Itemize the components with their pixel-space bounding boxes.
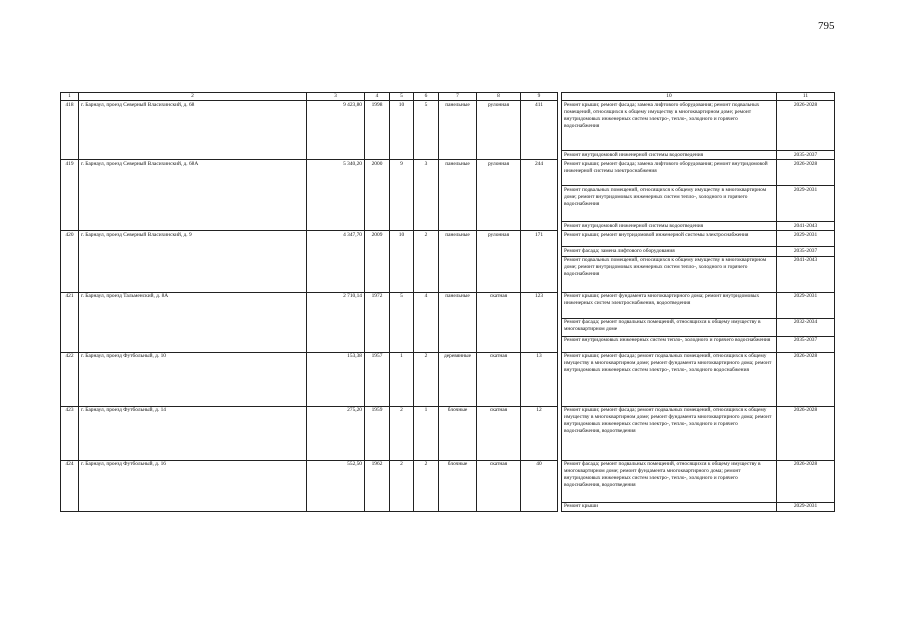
- address-cell: г. Барнаул, проезд Футбольный, д. 10: [79, 352, 307, 406]
- address-cell: г. Барнаул, проезд Северный Власихинский, д. 68: [79, 101, 307, 160]
- column-header: 8: [477, 93, 521, 101]
- repair-work-cell: Ремонт фасада; ремонт подвальных помещений, относящихся к общему имуществу в многоквартирном доме: [562, 318, 777, 336]
- repair-period-cell: 2029-2031: [777, 292, 835, 318]
- area-cell: 275,20: [307, 406, 365, 460]
- area-cell: 5 340,20: [307, 160, 365, 231]
- repair-period-cell: 2026-2028: [777, 160, 835, 186]
- repair-work-cell: Ремонт фасада; ремонт подвальных помещений, относящихся к общему имуществу в многоквартирном доме; ремонт фундамента многоквартирного дома; ремонт внутридомовых инженерных систем электро-, тепло-, холодного и горячего водоснабжения, водоотведения: [562, 460, 777, 502]
- residents-cell: 12: [521, 406, 558, 460]
- entrances-cell: 2: [414, 460, 439, 511]
- year-cell: 1959: [365, 406, 390, 460]
- row-number: 423: [61, 406, 79, 460]
- roof-type-cell: рулонная: [477, 160, 521, 231]
- residents-cell: 123: [521, 292, 558, 352]
- residents-cell: 411: [521, 101, 558, 160]
- area-cell: 9 423,80: [307, 101, 365, 160]
- floors-cell: 1: [390, 352, 414, 406]
- table-row: [61, 292, 835, 318]
- wall-material-cell: панельные: [439, 231, 477, 292]
- area-cell: 4 347,70: [307, 231, 365, 292]
- column-header: 4: [365, 93, 390, 101]
- repair-period-cell: 2026-2028: [777, 460, 835, 502]
- column-header-row: [61, 93, 835, 101]
- column-header: 11: [777, 93, 835, 101]
- entrances-cell: 2: [414, 231, 439, 292]
- residents-cell: 171: [521, 231, 558, 292]
- repair-period-cell: 2026-2028: [777, 352, 835, 406]
- wall-material-cell: панельные: [439, 160, 477, 231]
- repair-work-cell: Ремонт внутридомовой инженерной системы водоотведения: [562, 222, 777, 231]
- table-row: [61, 231, 835, 247]
- year-cell: 1998: [365, 101, 390, 160]
- roof-type-cell: скатная: [477, 460, 521, 511]
- residents-cell: 244: [521, 160, 558, 231]
- floors-cell: 10: [390, 231, 414, 292]
- floors-cell: 9: [390, 160, 414, 231]
- wall-material-cell: блочные: [439, 406, 477, 460]
- row-number: 420: [61, 231, 79, 292]
- floors-cell: 5: [390, 292, 414, 352]
- repair-work-cell: Ремонт подвальных помещений, относящихся к общему имуществу в многоквартирном доме; ремонт внутридомовых инженерных систем тепло-, холодного и горячего водоснабжения: [562, 186, 777, 222]
- wall-material-cell: панельные: [439, 101, 477, 160]
- roof-type-cell: скатная: [477, 352, 521, 406]
- repair-work-cell: Ремонт крыши; ремонт фасада; ремонт подвальных помещений, относящихся к общему имуществу в многоквартирном доме; ремонт фундамента многоквартирного дома; ремонт внутридомовых инженерных систем электро-, тепло-, холодного и горячего водоснабжения, водоотведения: [562, 406, 777, 460]
- repair-period-cell: 2041-2043: [777, 222, 835, 231]
- year-cell: 2009: [365, 231, 390, 292]
- address-cell: г. Барнаул, проезд Северный Власихинский, д. 68А: [79, 160, 307, 231]
- page-number: 795: [818, 20, 835, 32]
- column-header: 6: [414, 93, 439, 101]
- repair-period-cell: 2029-2031: [777, 231, 835, 247]
- address-cell: г. Барнаул, проезд Футбольный, д. 16: [79, 460, 307, 511]
- column-header: 5: [390, 93, 414, 101]
- row-number: 418: [61, 101, 79, 160]
- roof-type-cell: рулонная: [477, 231, 521, 292]
- column-header: 3: [307, 93, 365, 101]
- row-number: 424: [61, 460, 79, 511]
- area-cell: 552,50: [307, 460, 365, 511]
- floors-cell: 2: [390, 406, 414, 460]
- year-cell: 1957: [365, 352, 390, 406]
- table-row: [61, 460, 835, 502]
- area-cell: 153,38: [307, 352, 365, 406]
- repair-work-cell: Ремонт внутридомовых инженерных систем тепло-, холодного и горячего водоснабжения: [562, 336, 777, 352]
- repair-period-cell: 2035-2037: [777, 247, 835, 256]
- row-number: 422: [61, 352, 79, 406]
- column-header: 1: [61, 93, 79, 101]
- repair-period-cell: 2029-2031: [777, 502, 835, 511]
- entrances-cell: 1: [414, 406, 439, 460]
- residents-cell: 40: [521, 460, 558, 511]
- repair-period-cell: 2026-2028: [777, 406, 835, 460]
- column-header: 10: [562, 93, 777, 101]
- table-row: [61, 101, 835, 151]
- area-cell: 2 710,14: [307, 292, 365, 352]
- year-cell: 1972: [365, 292, 390, 352]
- repair-period-cell: 2035-2037: [777, 336, 835, 352]
- repair-period-cell: 2041-2043: [777, 256, 835, 292]
- year-cell: 1962: [365, 460, 390, 511]
- repair-period-cell: 2032-2034: [777, 318, 835, 336]
- repair-work-cell: Ремонт крыши; ремонт фасада; замена лифтового оборудования; ремонт внутридомовой инженерной системы электроснабжения: [562, 160, 777, 186]
- capital-repair-table: [60, 92, 835, 512]
- row-number: 421: [61, 292, 79, 352]
- repair-work-cell: Ремонт подвальных помещений, относящихся к общему имуществу в многоквартирном доме; ремонт внутридомовых инженерных систем тепло-, холодного и горячего водоснабжения: [562, 256, 777, 292]
- entrances-cell: 5: [414, 101, 439, 160]
- floors-cell: 2: [390, 460, 414, 511]
- repair-work-cell: Ремонт крыши; ремонт фасада; ремонт подвальных помещений, относящихся к общему имуществу в многоквартирном доме; ремонт фундамента многоквартирного дома; ремонт внутридомовых инженерных систем электро-, тепло-, холодного водоснабжения: [562, 352, 777, 406]
- repair-period-cell: 2029-2031: [777, 186, 835, 222]
- wall-material-cell: панельные: [439, 292, 477, 352]
- repair-work-cell: Ремонт фасада; замена лифтового оборудования: [562, 247, 777, 256]
- repair-period-cell: 2026-2028: [777, 101, 835, 151]
- table-row: [61, 160, 835, 186]
- entrances-cell: 2: [414, 352, 439, 406]
- column-header: 2: [79, 93, 307, 101]
- address-cell: г. Барнаул, проезд Тальменский, д. 8А: [79, 292, 307, 352]
- repair-work-cell: Ремонт крыши; ремонт внутридомовой инженерной системы электроснабжения: [562, 231, 777, 247]
- repair-work-cell: Ремонт крыши; ремонт фасада; замена лифтового оборудования; ремонт подвальных помещений, относящихся к общему имуществу в многоквартирном доме; ремонт внутридомовых инженерных систем электро-, тепло-, холодного и горячего водоснабжения: [562, 101, 777, 151]
- table-row: [61, 352, 835, 406]
- repair-work-cell: Ремонт крыши: [562, 502, 777, 511]
- entrances-cell: 4: [414, 292, 439, 352]
- roof-type-cell: скатная: [477, 292, 521, 352]
- repair-work-cell: Ремонт крыши; ремонт фундамента многоквартирного дома; ремонт внутридомовых инженерных систем электроснабжения, водоотведения: [562, 292, 777, 318]
- column-header: 9: [521, 93, 558, 101]
- address-cell: г. Барнаул, проезд Северный Власихинский, д. 9: [79, 231, 307, 292]
- address-cell: г. Барнаул, проезд Футбольный, д. 14: [79, 406, 307, 460]
- roof-type-cell: скатная: [477, 406, 521, 460]
- residents-cell: 13: [521, 352, 558, 406]
- entrances-cell: 3: [414, 160, 439, 231]
- wall-material-cell: деревянные: [439, 352, 477, 406]
- column-header: 7: [439, 93, 477, 101]
- row-number: 419: [61, 160, 79, 231]
- repair-work-cell: Ремонт внутридомовой инженерной системы водоотведения: [562, 151, 777, 160]
- year-cell: 2000: [365, 160, 390, 231]
- floors-cell: 10: [390, 101, 414, 160]
- wall-material-cell: блочные: [439, 460, 477, 511]
- repair-period-cell: 2035-2037: [777, 151, 835, 160]
- roof-type-cell: рулонная: [477, 101, 521, 160]
- table-row: [61, 406, 835, 460]
